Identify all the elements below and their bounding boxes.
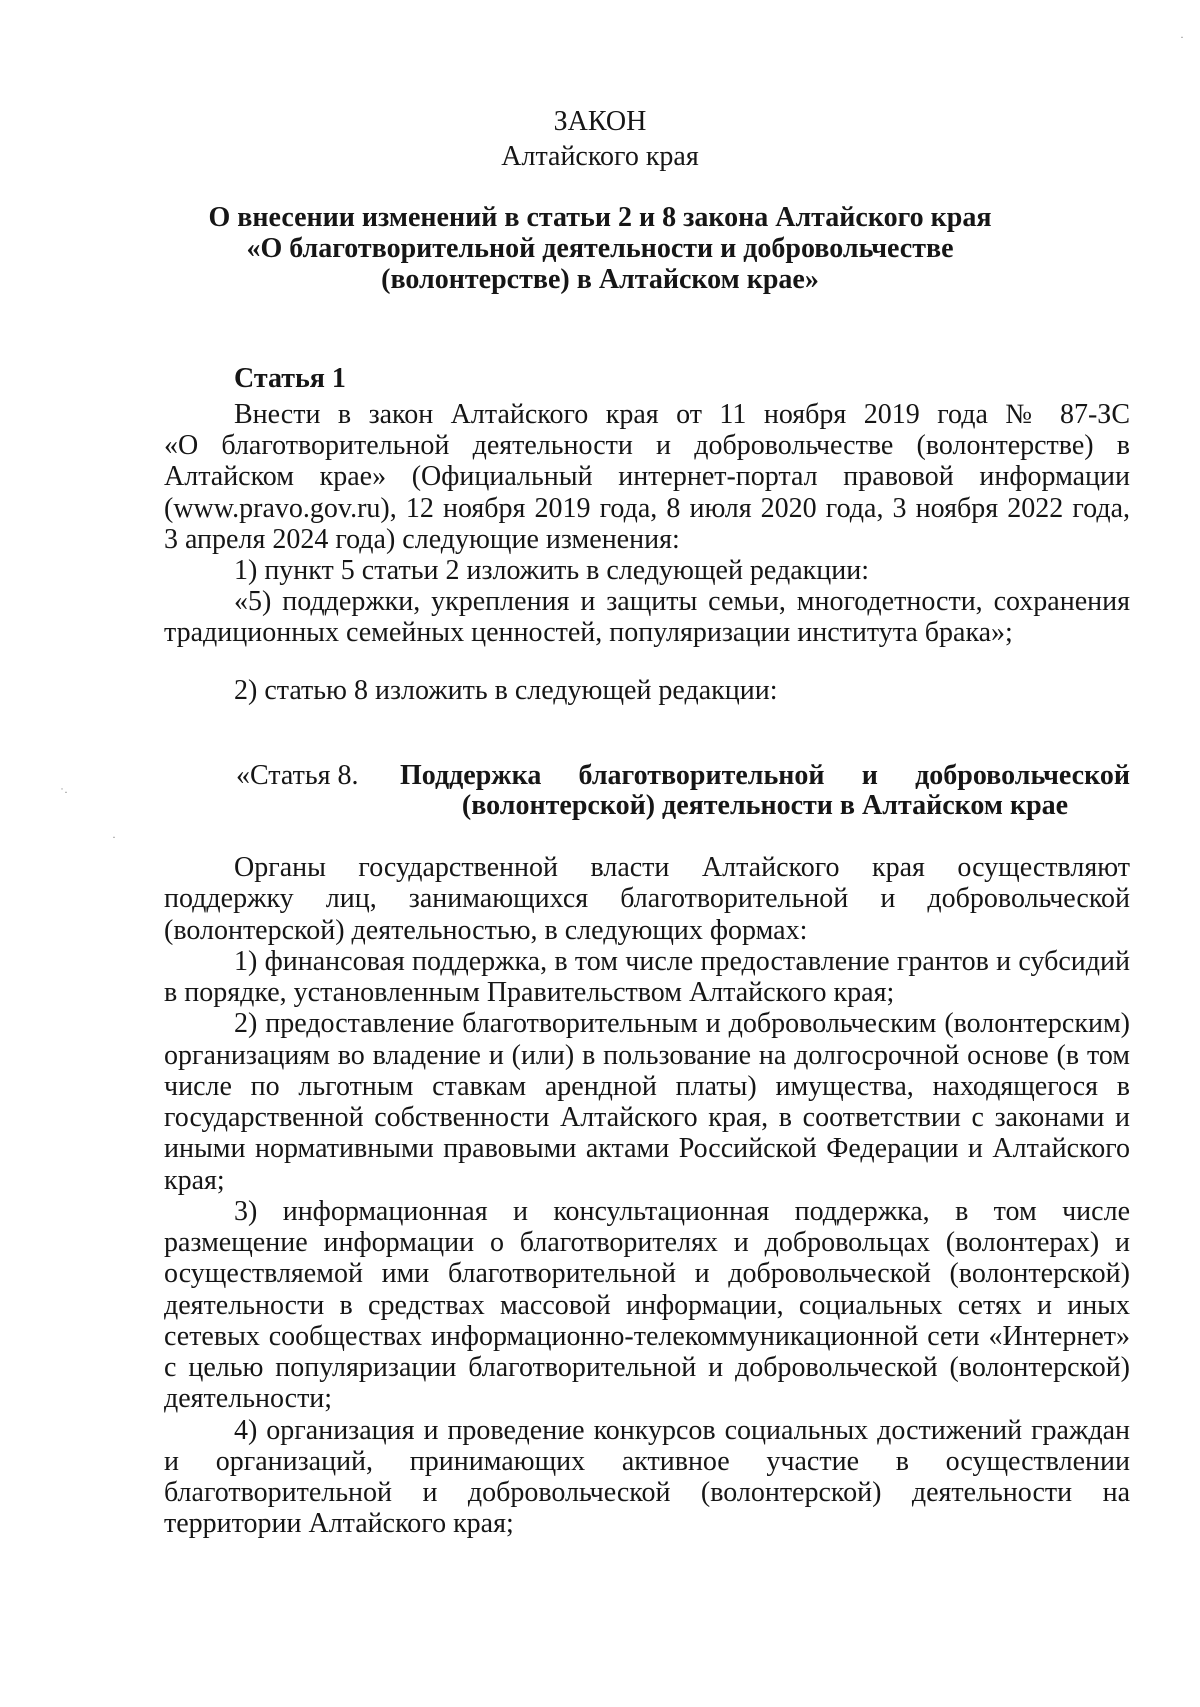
body-line: территории Алтайского края; [164, 1508, 514, 1539]
article-8-label: «Статья 8. [236, 760, 359, 791]
body-line: сетевых сообществах информационно-телекоммуникационной сети «Интернет» [164, 1321, 1130, 1352]
body-line: организациям во владение и (или) в пользование на долгосрочной основе (в том [164, 1040, 1130, 1071]
article-8-title-line: Поддержка благотворительной и добровольческой [400, 760, 1130, 791]
law-name-line: О внесении изменений в статьи 2 и 8 закона Алтайского края [208, 202, 992, 233]
body-line: 3 апреля 2024 года) следующие изменения: [164, 524, 680, 555]
body-line: поддержку лиц, занимающихся благотворительной и добровольческой [164, 883, 1130, 914]
article-1-heading: Статья 1 [234, 363, 346, 394]
law-name-line: «О благотворительной деятельности и добровольчестве [246, 233, 954, 264]
body-line: деятельности; [164, 1383, 333, 1414]
body-line: числе по льготным ставкам арендной платы) имущества, находящегося в [164, 1071, 1130, 1102]
scan-speck: · [1180, 30, 1184, 44]
doc-subheading: Алтайского края [501, 141, 699, 172]
law-name-line: (волонтерстве) в Алтайском крае» [381, 264, 819, 295]
article-8-title [400, 761, 1130, 821]
body-line: 1) финансовая поддержка, в том числе предоставление грантов и субсидий [234, 946, 1130, 977]
body-line: края; [164, 1165, 225, 1196]
body-line: 2) статью 8 изложить в следующей редакции: [234, 675, 778, 706]
body-line: 2) предоставление благотворительным и добровольческим (волонтерским) [234, 1008, 1130, 1039]
body-line: деятельности в средствах массовой информации, социальных сетях и иных [164, 1290, 1130, 1321]
body-line: Алтайском крае» (Официальный интернет-портал правовой информации [164, 461, 1130, 492]
body-line: «5) поддержки, укрепления и защиты семьи, многодетности, сохранения [234, 586, 1130, 617]
body-line: 3) информационная и консультационная поддержка, в том числе [234, 1196, 1130, 1227]
body-line: благотворительной и добровольческой (волонтерской) деятельности на [164, 1477, 1130, 1508]
body-line: (www.pravo.gov.ru), 12 ноября 2019 года, 8 июля 2020 года, 3 ноября 2022 года, [164, 493, 1130, 524]
body-line: государственной собственности Алтайского края, в соответствии с законами и [164, 1102, 1130, 1133]
body-line: (волонтерской) деятельностью, в следующих формах: [164, 915, 808, 946]
body-line: 4) организация и проведение конкурсов социальных достижений граждан [234, 1415, 1130, 1446]
body-line: размещение информации о благотворителях и добровольцах (волонтерах) и [164, 1227, 1130, 1258]
body-line: 1) пункт 5 статьи 2 изложить в следующей редакции: [234, 555, 870, 586]
doc-heading: ЗАКОН [553, 106, 647, 137]
body-line: в порядке, установленным Правительством Алтайского края; [164, 977, 895, 1008]
body-line: Внести в закон Алтайского края от 11 ноября 2019 года № 87-ЗС [234, 399, 1130, 430]
scan-speck: ˙· [60, 785, 68, 799]
body-line: и организаций, принимающих активное участие в осуществлении [164, 1446, 1130, 1477]
body-line: традиционных семейных ценностей, популяризации института брака»; [164, 617, 1013, 648]
body-line: Органы государственной власти Алтайского края осуществляют [234, 852, 1130, 883]
law-name [0, 202, 1200, 295]
scan-speck: · [112, 830, 116, 844]
body-line: с целью популяризации благотворительной и добровольческой (волонтерской) [164, 1352, 1130, 1383]
body-line: осуществляемой ими благотворительной и добровольческой (волонтерской) [164, 1258, 1130, 1289]
body-line: «О благотворительной деятельности и добровольчестве (волонтерстве) в [164, 430, 1130, 461]
article-8-title-line: (волонтерской) деятельности в Алтайском крае [461, 790, 1069, 821]
body-line: иными нормативными правовыми актами Российской Федерации и Алтайского [164, 1133, 1130, 1164]
